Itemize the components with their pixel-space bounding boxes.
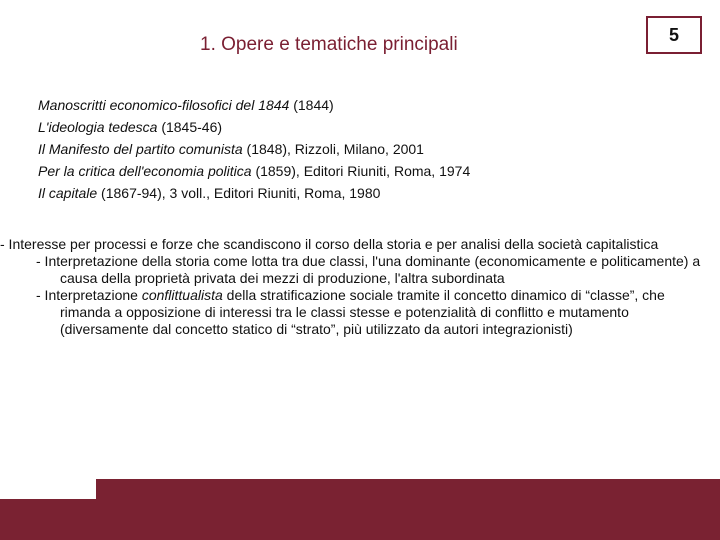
work-item: Per la critica dell'economia politica (1859), Editori Riuniti, Roma, 1974 <box>38 163 471 179</box>
sub-point-history: - Interpretazione della storia come lotta tra due classi, l'una dominante (economicamente e politicamente) a causa della proprietà privata dei mezzi di produzione, l'altra subordinata <box>36 253 701 286</box>
page-number-box <box>646 16 702 54</box>
work-item: L'ideologia tedesca (1845-46) <box>38 119 223 135</box>
works-list <box>38 94 470 204</box>
page-number: 5 <box>668 24 679 45</box>
slide-title: 1. Opere e tematiche principali <box>200 34 458 55</box>
work-item: Il Manifesto del partito comunista (1848), Rizzoli, Milano, 2001 <box>38 141 424 157</box>
main-point: - Interesse per processi e forze che scandiscono il corso della storia e per analisi della società capitalistica <box>0 236 659 252</box>
footer-bar-upper <box>96 479 720 499</box>
footer-bar <box>0 499 720 540</box>
sub-point-stratification: - Interpretazione conflittualista della stratificazione sociale tramite il concetto dinamico di “classe”, che rimanda a opposizione di interessi tra le classi stesse e potenzialità di conflitto e mutamento (diversamente dal concetto statico di “strato”, più utilizzato da autori integrazionisti) <box>36 287 665 337</box>
main-points <box>0 236 716 338</box>
work-item: Manoscritti economico-filosofici del 1844 (1844) <box>38 97 334 113</box>
work-item: Il capitale (1867-94), 3 voll., Editori Riuniti, Roma, 1980 <box>38 185 381 201</box>
